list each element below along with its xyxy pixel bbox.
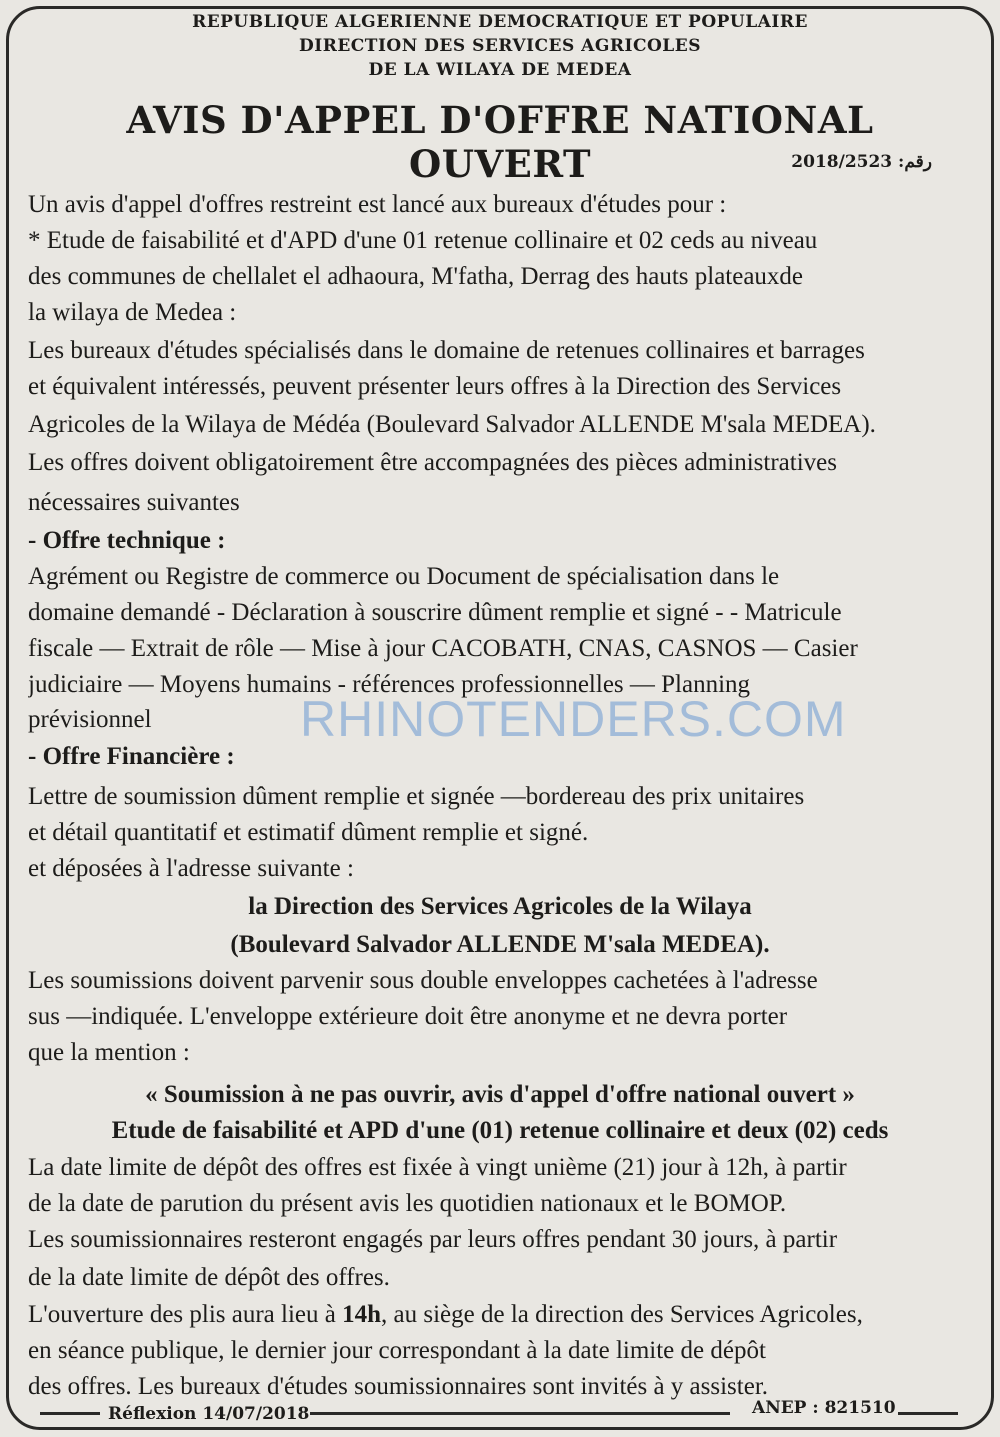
header-wilaya: DE LA WILAYA DE MEDEA — [368, 60, 632, 80]
notice-title: AVIS D'APPEL D'OFFRE NATIONAL OUVERT — [126, 98, 874, 186]
body-line: la wilaya de Medea : — [28, 299, 237, 326]
footer-rule-right — [898, 1412, 958, 1415]
body-line: et détail quantitatif et estimatif dûment remplie et signé. — [28, 819, 589, 846]
body-line: Lettre de soumission dûment remplie et signée —bordereau des prix unitaires — [28, 783, 805, 810]
header-republic: REPUBLIQUE ALGERIENNE DEMOCRATIQUE ET POPULAIRE — [192, 12, 808, 32]
body-line: Agricoles de la Wilaya de Médéa (Boulevard Salvador ALLENDE M'sala MEDEA). — [28, 411, 876, 438]
footer-anep: ANEP : 821510 — [752, 1398, 896, 1418]
body-line: La date limite de dépôt des offres est fixée à vingt unième (21) jour à 12h, à partir — [28, 1154, 847, 1181]
footer-rule-left — [40, 1412, 100, 1415]
mention-line-1: « Soumission à ne pas ouvrir, avis d'appel d'offre national ouvert » — [145, 1081, 855, 1108]
body-text: , au siège de la direction des Services Agricoles, — [381, 1301, 863, 1328]
watermark: RHINOTENDERS.COM — [300, 691, 847, 747]
body-line: sus —indiquée. L'enveloppe extérieure doit être anonyme et ne devra porter — [28, 1003, 788, 1030]
address-line-2: (Boulevard Salvador ALLENDE M'sala MEDEA). — [230, 931, 770, 958]
opening-time: 14h — [342, 1301, 382, 1328]
address-line-1: la Direction des Services Agricoles de la Wilaya — [248, 893, 752, 920]
header-direction: DIRECTION DES SERVICES AGRICOLES — [299, 36, 701, 56]
body-line: Agrément ou Registre de commerce ou Document de spécialisation dans le — [28, 563, 780, 590]
body-line: * Etude de faisabilité et d'APD d'une 01 retenue collinaire et 02 ceds au niveau — [28, 227, 818, 254]
body-line: que la mention : — [28, 1039, 190, 1066]
body-line: de la date de parution du présent avis les quotidien nationaux et le BOMOP. — [28, 1190, 787, 1217]
body-line: domaine demandé - Déclaration à souscrire dûment remplie et signé - - Matricule — [28, 599, 842, 626]
body-line: et déposées à l'adresse suivante : — [28, 855, 354, 882]
body-line: Les offres doivent obligatoirement être accompagnées des pièces administratives — [28, 449, 837, 476]
body-line: fiscale — Extrait de rôle — Mise à jour CACOBATH, CNAS, CASNOS — Casier — [28, 635, 858, 662]
footer-rule-middle — [310, 1412, 730, 1415]
footer-publication: Réflexion 14/07/2018 — [108, 1404, 310, 1424]
mention-line-2: Etude de faisabilité et APD d'une (01) retenue collinaire et deux (02) ceds — [111, 1117, 889, 1144]
section-offre-financiere: - Offre Financière : — [28, 743, 235, 770]
body-line: prévisionnel — [28, 706, 152, 733]
body-line: nécessaires suivantes — [28, 489, 240, 516]
section-offre-technique: - Offre technique : — [28, 527, 226, 554]
body-line — [28, 1300, 983, 1330]
body-line: Un avis d'appel d'offres restreint est lancé aux bureaux d'études pour : — [28, 191, 727, 218]
body-line: judiciaire — Moyens humains - références professionnelles — Planning — [28, 671, 751, 698]
reference-number: 2018/2523 :رقم — [791, 152, 932, 172]
body-line: en séance publique, le dernier jour correspondant à la date limite de dépôt — [28, 1337, 766, 1364]
body-line: de la date limite de dépôt des offres. — [28, 1264, 390, 1291]
body-line: des offres. Les bureaux d'études soumissionnaires sont invités à y assister. — [28, 1373, 769, 1400]
body-line: Les soumissions doivent parvenir sous double enveloppes cachetées à l'adresse — [28, 967, 818, 994]
body-line: Les bureaux d'études spécialisés dans le domaine de retenues collinaires et barrages — [28, 337, 865, 364]
body-line: et équivalent intéressés, peuvent présenter leurs offres à la Direction des Services — [28, 373, 842, 400]
body-text: L'ouverture des plis aura lieu à — [28, 1301, 343, 1328]
body-line: Les soumissionnaires resteront engagés par leurs offres pendant 30 jours, à partir — [28, 1226, 838, 1253]
body-line: des communes de chellalet el adhaoura, M'fatha, Derrag des hauts plateauxde — [28, 263, 804, 290]
